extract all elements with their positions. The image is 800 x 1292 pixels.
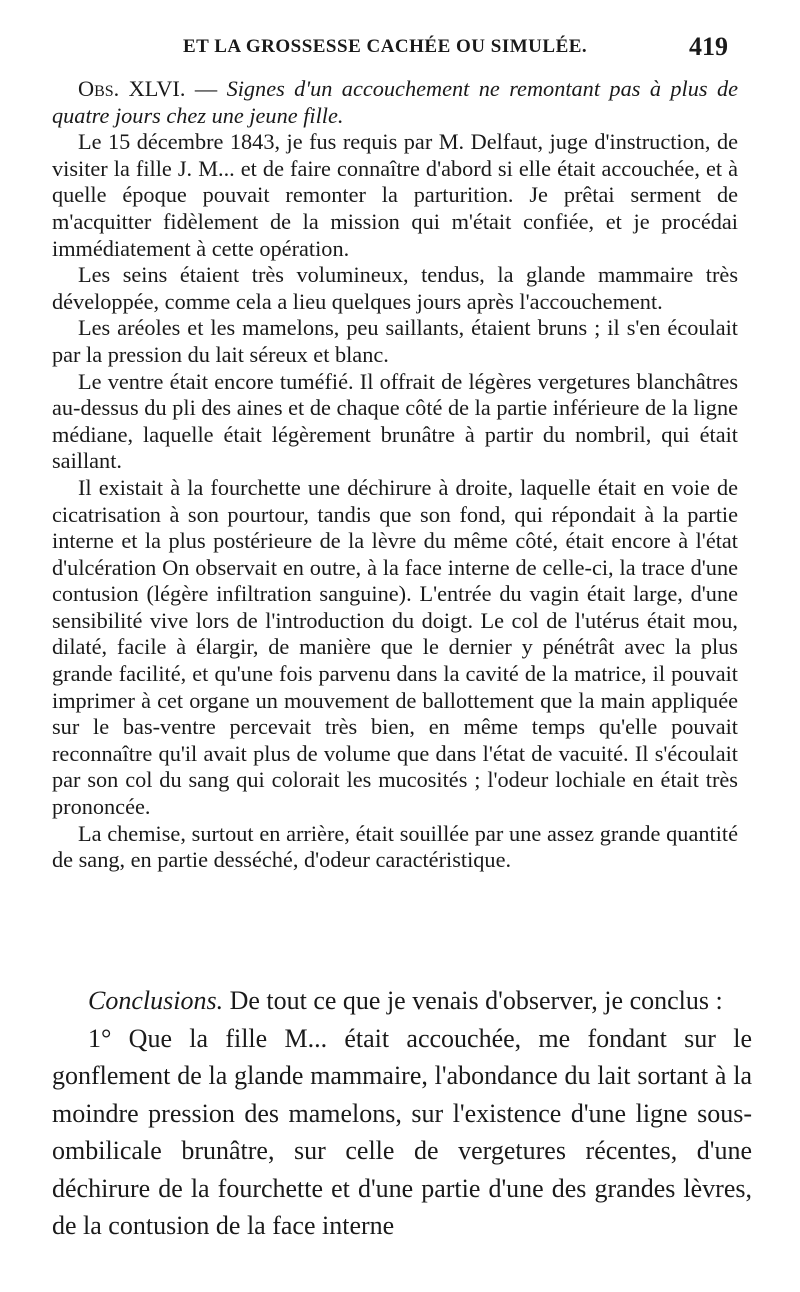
paragraph-breasts: Les seins étaient très volumineux, tendus, la glande mammaire très développée, comme cela a lieu quelques jours après l'accouchement. bbox=[52, 262, 738, 314]
page-header bbox=[0, 32, 800, 72]
conclusion-item-1: 1° Que la fille M... était accouchée, me fondant sur le gonflement de la glande mammaire, l'abondance du lait sortant à la moindre pression des mamelons, sur l'existence d'une ligne sous-ombilicale brunâtre, sur celle de vergetures récentes, d'une déchirure de la fourchette et d'une partie d'une des grandes lèvres, de la contusion de la face interne bbox=[52, 1023, 752, 1240]
page-number: 419 bbox=[689, 32, 728, 61]
paragraph-shirt: La chemise, surtout en arrière, était souillée par une assez grande quantité de sang, en partie desséché, d'odeur caractéristique. bbox=[52, 820, 738, 873]
conclusions-section bbox=[52, 982, 752, 1245]
observation-label: Obs. XLVI. — bbox=[78, 76, 218, 101]
paragraph-requisition: Le 15 décembre 1843, je fus requis par M. Delfaut, juge d'instruction, de visiter la fille J. M... et de faire connaître d'abord si elle était accouchée, et à quelle époque pouvait remonter la parturition. Je prêtai serment de m'acquitter fidèlement de la mission qui m'était confiée, et je procédai immédiatement à cette opération. bbox=[52, 129, 738, 261]
paragraph-areolas: Les aréoles et les mamelons, peu saillants, étaient bruns ; il s'en écoulait par la pression du lait séreux et blanc. bbox=[52, 315, 738, 367]
conclusions-intro-paragraph bbox=[52, 982, 752, 1020]
observation-heading bbox=[52, 76, 738, 129]
observation-section bbox=[52, 76, 738, 874]
observation-title: Signes d'un accouchement ne remontant pas à plus de quatre jours chez une jeune fille. bbox=[52, 76, 738, 128]
running-title: ET LA GROSSESSE CACHÉE OU SIMULÉE. bbox=[183, 36, 588, 57]
conclusions-intro: De tout ce que je venais d'observer, je conclus : bbox=[229, 986, 723, 1015]
conclusions-label: Conclusions. bbox=[88, 986, 224, 1015]
paragraph-abdomen: Le ventre était encore tuméfié. Il offrait de légères vergetures blanchâtres au-dessus du pli des aines et de chaque côté de la partie inférieure de la ligne médiane, laquelle était légèrement brunâtre à partir du nombril, qui était saillant. bbox=[52, 368, 738, 474]
paragraph-genital-exam: Il existait à la fourchette une déchirure à droite, laquelle était en voie de cicatrisation à son pourtour, tandis que son fond, qui répondait à la partie interne et la plus postérieure de la lèvre du même côté, était encore à l'état d'ulcération On observait en outre, à la face interne de celle-ci, la trace d'une contusion (légère infiltration sanguine). L'entrée du vagin était large, d'une sensibilité vive lors de l'introduction du doigt. Le col de l'utérus était mou, dilaté, facile à élargir, de manière que le dernier y pénétrât avec la plus grande facilité, et qu'une fois parvenu dans la cavité de la matrice, il pouvait imprimer à cet organe un mouvement de ballottement que la main appliquée sur le bas-ventre percevait très bien, en même temps qu'elle pouvait reconnaître qu'il avait plus de volume que dans l'état de vacuité. Il s'écoulait par son col du sang qui colorait les mucosités ; l'odeur lochiale en était très prononcée. bbox=[52, 474, 738, 820]
